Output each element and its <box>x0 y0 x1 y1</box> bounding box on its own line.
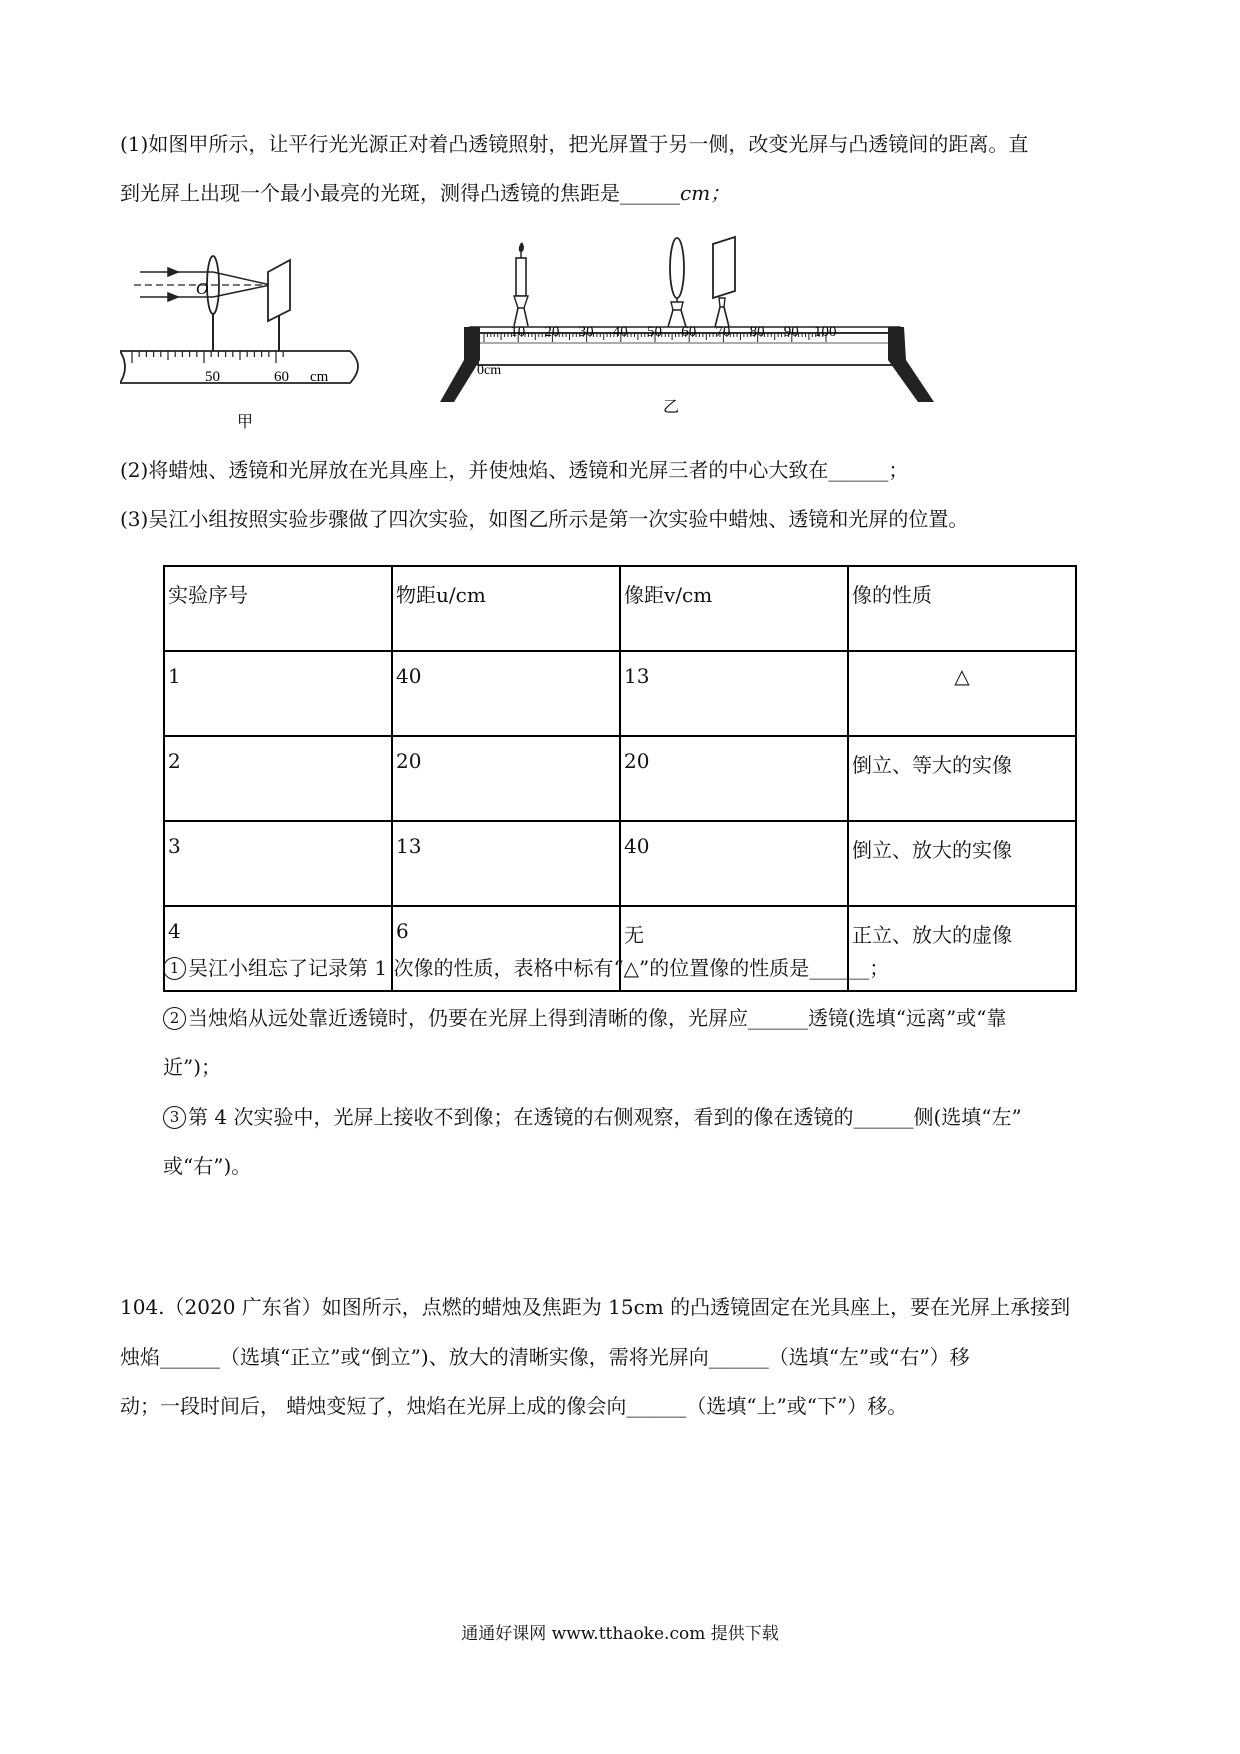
table-cell: 1 <box>164 651 392 736</box>
bench-tick-label: 10 <box>510 324 526 340</box>
question-104-line3: 动；一段时间后， 蜡烛变短了，烛焰在光屏上成的像会向______（选填“上”或“下”）移。 <box>120 1394 908 1418</box>
header-cell: 像的性质 <box>848 566 1076 651</box>
circled-number-3: 3 <box>163 1106 186 1129</box>
unit-cm: cm； <box>680 181 731 205</box>
page-footer: 通通好课网 www.tthaoke.com 提供下载 <box>461 1624 779 1644</box>
tick-50: 50 <box>205 369 220 385</box>
tick-60: 60 <box>274 369 289 385</box>
bench-tick-label: 60 <box>681 324 697 340</box>
sub-question-3-line2: 或“右”)。 <box>163 1154 252 1178</box>
candle <box>514 243 528 327</box>
table-cell: 13 <box>620 651 848 736</box>
table-header-row <box>164 566 1076 651</box>
sub-question-2-line1 <box>163 1004 1006 1032</box>
bench-tick-label: 30 <box>578 324 594 340</box>
caption-jia: 甲 <box>237 414 254 431</box>
table-cell: 6 <box>392 906 620 991</box>
table-cell: 3 <box>164 821 392 906</box>
label-o: O <box>196 279 209 298</box>
bench-tick-label: 50 <box>647 324 662 340</box>
table-cell: 20 <box>620 736 848 821</box>
header-cell: 实验序号 <box>164 566 392 651</box>
table-cell: 2 <box>164 736 392 821</box>
table-cell: 正立、放大的虚像 <box>848 906 1076 991</box>
header-cell: 像距v/cm <box>620 566 848 651</box>
circled-number-1: 1 <box>163 957 186 980</box>
sub-question-1 <box>163 954 889 982</box>
table-cell-triangle: △ <box>848 651 1076 736</box>
screen-on-bench <box>713 237 735 327</box>
bench-zero-label: 0cm <box>477 363 502 378</box>
sub-question-3-line1 <box>163 1103 1022 1131</box>
header-cell: 物距u/cm <box>392 566 620 651</box>
bench-tick-label: 100 <box>814 324 837 340</box>
table-cell: 20 <box>392 736 620 821</box>
sub-question-2-text: 当烛焰从远处靠近透镜时，仍要在光屏上得到清晰的像，光屏应______透镜(选填“远离”或“靠 <box>188 1006 1007 1030</box>
question-part1-text: 到光屏上出现一个最小最亮的光斑，测得凸透镜的焦距是______ <box>120 181 680 205</box>
table-cell: 13 <box>392 821 620 906</box>
question-part1-line2 <box>120 179 730 207</box>
lens-on-bench <box>668 238 686 327</box>
bench-tick-label: 90 <box>783 324 799 340</box>
sub-question-2-line2: 近”)； <box>163 1055 222 1079</box>
table-cell: 40 <box>620 821 848 906</box>
bench-tick-label: 80 <box>749 324 765 340</box>
table-row <box>164 736 1076 821</box>
question-104-line1: 104.（2020 广东省）如图所示，点燃的蜡烛及焦距为 15cm 的凸透镜固定在光具座上，要在光屏上承接到 <box>120 1295 1071 1319</box>
tick-unit-cm: cm <box>310 369 329 385</box>
table-cell: 倒立、等大的实像 <box>848 736 1076 821</box>
caption-yi: 乙 <box>663 399 680 416</box>
question-104-line2: 烛焰______（选填“正立”或“倒立”)、放大的清晰实像，需将光屏向______（选填“左”或“右”）移 <box>120 1345 970 1369</box>
bench-tick-label: 40 <box>612 324 628 340</box>
bench-tick-label: 20 <box>544 324 560 340</box>
table-row <box>164 821 1076 906</box>
table-cell: 倒立、放大的实像 <box>848 821 1076 906</box>
table-row <box>164 651 1076 736</box>
bench-tick-label: 70 <box>715 324 731 340</box>
question-part1-line1: (1)如图甲所示，让平行光光源正对着凸透镜照射，把光屏置于另一侧，改变光屏与凸透镜间的距离。直 <box>120 132 1029 156</box>
figure-yi <box>440 230 950 430</box>
question-part3: (3)吴江小组按照实验步骤做了四次实验，如图乙所示是第一次实验中蜡烛、透镜和光屏的位置。 <box>120 507 969 531</box>
table-cell: 40 <box>392 651 620 736</box>
sub-question-3-text: 第 4 次实验中，光屏上接收不到像；在透镜的右侧观察，看到的像在透镜的______侧(选填“左” <box>188 1105 1022 1129</box>
figure-jia <box>120 255 370 435</box>
light-screen <box>268 260 290 321</box>
table-cell: 4 <box>164 906 392 991</box>
sub-question-1-text: 吴江小组忘了记录第 1 次像的性质，表格中标有“△”的位置像的性质是______； <box>188 956 890 980</box>
experiment-table <box>163 565 1077 992</box>
question-part2: (2)将蜡烛、透镜和光屏放在光具座上，并使烛焰、透镜和光屏三者的中心大致在______； <box>120 458 909 482</box>
circled-number-2: 2 <box>163 1007 186 1030</box>
table-cell: 无 <box>620 906 848 991</box>
